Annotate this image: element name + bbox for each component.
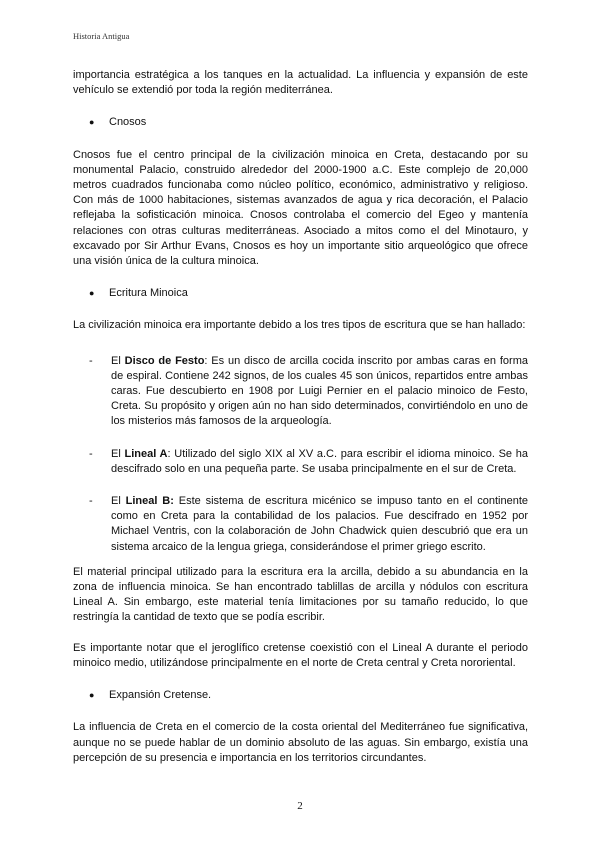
running-header: Historia Antigua: [73, 31, 130, 41]
document-body: [73, 68, 528, 766]
list-item-lineal-a: [89, 447, 528, 477]
list-item-lineal-b: [89, 494, 528, 555]
bullet-item-expansion: [89, 688, 528, 703]
paragraph: El material principal utilizado para la escritura era la arcilla, debido a su abundancia en la zona de influencia minoica. Se han encontrado tablillas de arcilla y nódulos con escritura Lineal A. Sin embargo, este material tenía limitaciones por su tamaño reducido, lo que restringía la cantidad de texto que se podía escribir.: [73, 565, 528, 624]
term-bold: Disco de Festo: [124, 354, 205, 367]
paragraph: La civilización minoica era importante debido a los tres tipos de escritura que se han hallado:: [73, 319, 526, 332]
dash-icon: -: [89, 447, 93, 460]
bullet-icon: ●: [89, 117, 95, 128]
page-number: 2: [297, 800, 303, 812]
paragraph: Es importante notar que el jeroglífico cretense coexistió con el Lineal A durante el periodo minoico medio, utilizándose principalmente en el norte de Creta central y Creta nororiental.: [73, 641, 528, 669]
bullet-label: Cnosos: [109, 116, 147, 129]
paragraph: Cnosos fue el centro principal de la civilización minoica en Creta, destacando por su monumental Palacio, construido alrededor del 2000-1900 a.C. Este complejo de 20,000 metros cuadrados funcionaba como núcleo político, económico, administrativo y religioso. Con más de 1000 habitaciones, sistemas avanzados de agua y rica decoración, el Palacio reflejaba la sofisticación minoica. Cnosos controlaba el comercio del Egeo y mantenía relaciones con otras culturas mediterráneas. Asociado a mitos como el del Minotauro, y excavado por Sir Arthur Evans, Cnosos es hoy un importante sitio arqueológico que ofrece una visión única de la cultura minoica.: [73, 148, 528, 268]
bullet-item-escritura: [89, 286, 528, 301]
bullet-icon: ●: [89, 288, 95, 299]
dash-icon: -: [89, 354, 93, 367]
paragraph: La influencia de Creta en el comercio de la costa oriental del Mediterráneo fue significativa, aunque no se puede hablar de un dominio absoluto de las aguas. Sin embargo, existía una percepción de su presencia e importancia en los territorios circundantes.: [73, 721, 528, 764]
bullet-label: Ecritura Minoica: [109, 287, 188, 300]
list-item-text: El Lineal A: Utilizado del siglo XIX al XV a.C. para escribir el idioma minoico. Se ha descifrado solo en una pequeña parte. Se usaba principalmente en el sur de Creta.: [111, 447, 528, 475]
bullet-item-cnosos: [89, 115, 528, 130]
term-bold: Lineal B:: [125, 495, 174, 508]
list-item-text: El Disco de Festo: Es un disco de arcilla cocida inscrito por ambas caras en forma de espiral. Contiene 242 signos, de los cuales 45 son únicos, repartidos entre ambas caras. Fue descubierto en 1908 por Luigi Pernier en el palacio minoico de Festo, Creta. Su propósito y origen aún no han sido determinados, convirtiéndolo en uno de los misterios más famosos de la arqueología.: [111, 354, 528, 428]
list-item-text: El Lineal B: Este sistema de escritura micénico se impuso tanto en el continente como en Creta para la contabilidad de los palacios. Fue descifrado en 1952 por Michael Ventris, con la colaboración de John Chadwick quien descubrió que era un sistema arcaico de la lengua griega, considerándose el primer griego escrito.: [111, 495, 529, 553]
paragraph: importancia estratégica a los tanques en la actualidad. La influencia y expansión de este vehículo se extendió por toda la región mediterránea.: [73, 69, 528, 97]
bullet-icon: ●: [89, 690, 95, 701]
list-item-disco-festo: [89, 354, 528, 430]
term-bold: Lineal A: [124, 447, 168, 460]
bullet-label: Expansión Cretense.: [109, 689, 212, 702]
dash-icon: -: [89, 495, 93, 508]
